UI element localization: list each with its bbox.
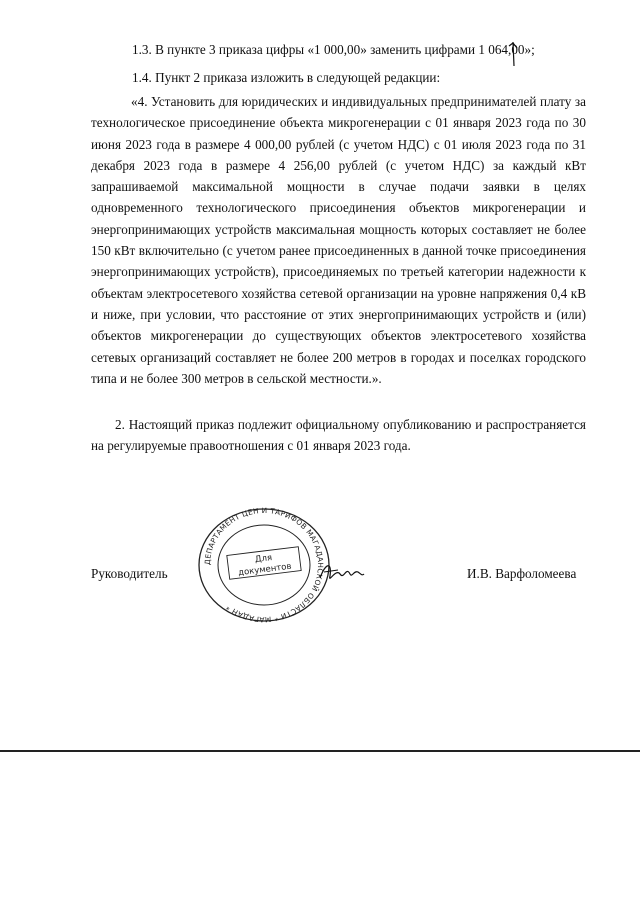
bottom-divider: [0, 750, 640, 752]
item-1-3: 1.3. В пункте 3 приказа цифры «1 000,00» заменить цифрами 1 064,00»;: [132, 42, 535, 57]
signer-title: Руководитель: [91, 566, 168, 581]
stamp-line-2: документов: [237, 561, 293, 579]
handwritten-mark: [506, 40, 520, 68]
handwritten-signature: [318, 558, 366, 588]
quoted-paragraph: «4. Установить для юридических и индивидуальных предпринимателей плату за технологическое присоединение объекта микрогенерации с 01 января 2023 года по 30 июня 2023 года в размере 4 000,00 рублей (с учетом НДС) с 01 июля 2023 года по 31 декабря 2023 года в размере 4 256,00 рублей (с учетом НДС) за каждый кВт запрашиваемой максимальной мощности в случае подачи заявки в целях одновременного технологического присоединения объектов микрогенерации и энергопринимающих устройств максимальная мощность которых составляет не более 150 кВт включительно (с учетом ранее присоединенных в данной точке присоединения энергопринимающих устройств), присоединяемых по третьей категории надежности к объектам электросетевого хозяйства сетевой организации на уровне напряжения 0,4 кВ и ниже, при условии, что расстояние от этих энергопринимающих устройств и (или) объектов микрогенерации до существующих объектов электросетевого хозяйства сетевых организаций составляет не более 200 метров в городах и поселках городского типа и не более 300 метров в сельской местности.».: [91, 94, 586, 386]
paragraph-2: 2. Настоящий приказ подлежит официальному опубликованию и распространяется на регулируемые правоотношения с 01 января 2023 года.: [91, 417, 586, 454]
official-stamp: [196, 506, 332, 624]
stamp-ring-text: ДЕПАРТАМЕНТ ЦЕН И ТАРИФОВ МАГАДАНСКОЙ ОБЛАСТИ * МАГАДАН *: [202, 506, 326, 624]
stamp-line-1: Для: [254, 553, 273, 566]
item-1-4: 1.4. Пункт 2 приказа изложить в следующей редакции:: [132, 70, 441, 85]
signer-name: И.В. Варфоломеева: [467, 566, 577, 581]
